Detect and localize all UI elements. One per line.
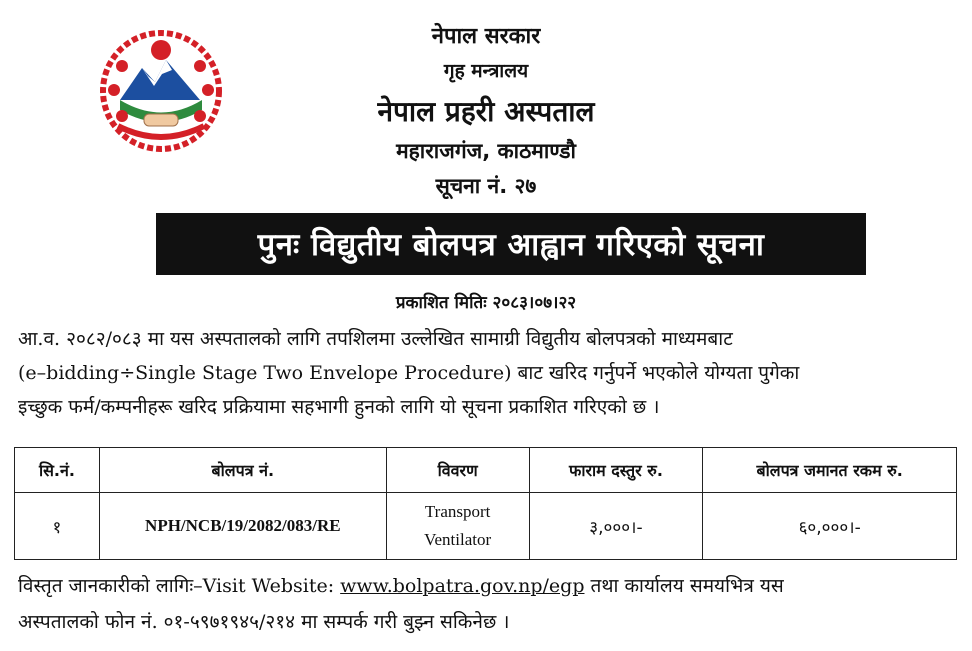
footer-line (18, 568, 958, 604)
body-line: (e–bidding÷Single Stage Two Envelope Procedure) बाट खरिद गर्नुपर्ने भएकोले योग्यता पुगेका (18, 362, 800, 384)
cell-bid-no: NPH/NCB/19/2082/083/RE (99, 493, 386, 560)
notice-body (18, 322, 956, 424)
col-header-bid-security: बोलपत्र जमानत रकम रु. (703, 448, 957, 493)
body-line: आ.व. २०८२/०८३ मा यस अस्पतालको लागि तपशिलमा उल्लेखित सामाग्री विद्युतीय बोलपत्रको माध्यमबाट (18, 328, 733, 350)
header-address: महाराजगंज, काठमाण्डौ (396, 139, 576, 163)
bolpatra-link[interactable]: www.bolpatra.gov.np/egp (340, 575, 585, 597)
cell-form-fee: ३,०००।- (529, 493, 703, 560)
cell-sn: १ (15, 493, 100, 560)
col-header-description: विवरण (386, 448, 529, 493)
body-line: इच्छुक फर्म/कम्पनीहरू खरिद प्रक्रियामा सहभागी हुनको लागि यो सूचना प्रकाशित गरिएको छ । (18, 396, 660, 418)
table-header-row (15, 448, 957, 493)
header-ministry: गृह मन्त्रालय (443, 60, 529, 82)
published-date: प्रकाशित मितिः २०८३।०७।२२ (395, 293, 577, 313)
notice-title-banner: पुनः विद्युतीय बोलपत्र आह्वान गरिएको सूचना (156, 213, 866, 275)
bid-table (14, 447, 957, 560)
header-government: नेपाल सरकार (431, 24, 541, 49)
description-line: Transport (424, 502, 491, 521)
footer-contact (18, 568, 958, 640)
table-row (15, 493, 957, 560)
description-line: Ventilator (424, 530, 492, 549)
col-header-form-fee: फाराम दस्तुर रु. (529, 448, 703, 493)
cell-bid-security: ६०,०००।- (703, 493, 957, 560)
header-notice-number: सूचना नं. २७ (435, 174, 537, 198)
cell-description (386, 493, 529, 560)
footer-prefix: विस्तृत जानकारीको लागिः–Visit Website: (18, 575, 341, 597)
header-hospital: नेपाल प्रहरी अस्पताल (377, 95, 595, 128)
footer-suffix: तथा कार्यालय समयभित्र यस (584, 575, 784, 597)
col-header-sn: सि.नं. (15, 448, 100, 493)
footer-line: अस्पतालको फोन नं. ०१-५९७१९४५/२१४ मा सम्पर्क गरी बुझ्न सकिनेछ । (18, 611, 510, 633)
col-header-bid-no: बोलपत्र नं. (99, 448, 386, 493)
